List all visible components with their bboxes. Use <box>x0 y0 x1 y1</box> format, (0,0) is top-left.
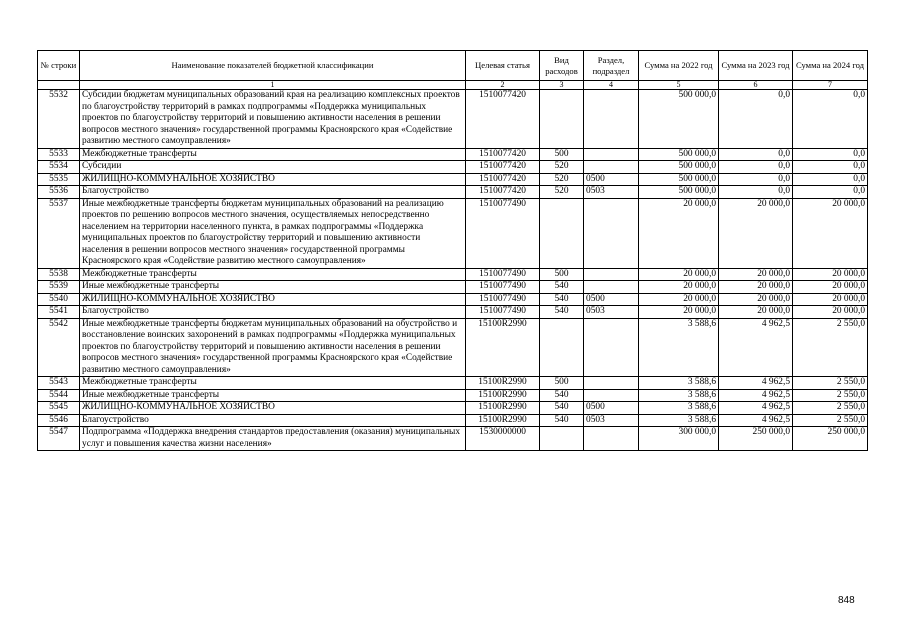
table-row <box>38 90 868 149</box>
row-name: Благоустройство <box>80 186 466 199</box>
expense-kind: 520 <box>540 161 584 174</box>
col-header-target: Целевая статья <box>466 51 540 81</box>
row-name: ЖИЛИЩНО-КОММУНАЛЬНОЕ ХОЗЯЙСТВО <box>80 173 466 186</box>
row-name: Иные межбюджетные трансферты бюджетам муниципальных образований на обустройство и восстановление воинских захоронений в рамках подпрограммы «Поддержка муниципальных проектов по благоустройству территорий и повышению активности населения в решении вопросов местного значения» государственной программы Красноярского края «Содействие развитию местного самоуправления» <box>80 318 466 377</box>
section-code <box>584 148 639 161</box>
row-number: 5545 <box>38 402 80 415</box>
sum-2024: 0,0 <box>793 90 868 149</box>
col-number: 2 <box>466 81 540 90</box>
row-number: 5532 <box>38 90 80 149</box>
sum-2022: 3 588,6 <box>639 389 719 402</box>
table-row <box>38 377 868 390</box>
col-number: 4 <box>584 81 639 90</box>
col-number: 7 <box>793 81 868 90</box>
table-row <box>38 148 868 161</box>
budget-table <box>37 50 868 451</box>
sum-2023: 0,0 <box>719 161 793 174</box>
col-number: 6 <box>719 81 793 90</box>
table-body <box>38 90 868 451</box>
table-row <box>38 173 868 186</box>
expense-kind: 520 <box>540 186 584 199</box>
sum-2022: 3 588,6 <box>639 402 719 415</box>
section-code <box>584 281 639 294</box>
expense-kind: 520 <box>540 173 584 186</box>
target-article: 1510077420 <box>466 148 540 161</box>
sum-2023: 20 000,0 <box>719 293 793 306</box>
col-number: 3 <box>540 81 584 90</box>
row-name: ЖИЛИЩНО-КОММУНАЛЬНОЕ ХОЗЯЙСТВО <box>80 293 466 306</box>
expense-kind: 500 <box>540 268 584 281</box>
sum-2022: 20 000,0 <box>639 268 719 281</box>
sum-2023: 0,0 <box>719 148 793 161</box>
expense-kind <box>540 90 584 149</box>
row-name: Межбюджетные трансферты <box>80 148 466 161</box>
row-name: Иные межбюджетные трансферты бюджетам муниципальных образований на реализацию проектов по решению вопросов местного значения, осуществляемых непосредственно населением на территории населенного пункта, в рамках подпрограммы «Поддержка муниципальных проектов по благоустройству территорий и повышению активности населения в решении вопросов местного значения» государственной программы Красноярского края «Содействие развитию местного самоуправления» <box>80 198 466 268</box>
sum-2024: 20 000,0 <box>793 198 868 268</box>
table-row <box>38 402 868 415</box>
sum-2022: 20 000,0 <box>639 281 719 294</box>
row-number: 5539 <box>38 281 80 294</box>
section-code <box>584 161 639 174</box>
row-number: 5538 <box>38 268 80 281</box>
target-article: 1510077490 <box>466 293 540 306</box>
target-article: 1510077490 <box>466 281 540 294</box>
section-code: 0500 <box>584 173 639 186</box>
sum-2022: 20 000,0 <box>639 293 719 306</box>
section-code <box>584 198 639 268</box>
sum-2024: 2 550,0 <box>793 318 868 377</box>
section-code <box>584 318 639 377</box>
target-article: 15100R2990 <box>466 389 540 402</box>
sum-2023: 4 962,5 <box>719 389 793 402</box>
target-article: 1510077420 <box>466 90 540 149</box>
sum-2024: 20 000,0 <box>793 281 868 294</box>
table-row <box>38 268 868 281</box>
section-code <box>584 427 639 451</box>
row-number: 5533 <box>38 148 80 161</box>
expense-kind: 540 <box>540 389 584 402</box>
expense-kind: 540 <box>540 281 584 294</box>
sum-2023: 250 000,0 <box>719 427 793 451</box>
col-header-sum-2022: Сумма на 2022 год <box>639 51 719 81</box>
row-name: Благоустройство <box>80 306 466 319</box>
expense-kind <box>540 427 584 451</box>
row-name: Межбюджетные трансферты <box>80 268 466 281</box>
sum-2023: 20 000,0 <box>719 268 793 281</box>
col-header-name: Наименование показателей бюджетной классификации <box>80 51 466 81</box>
sum-2023: 20 000,0 <box>719 306 793 319</box>
expense-kind: 540 <box>540 306 584 319</box>
row-name: Подпрограмма «Поддержка внедрения стандартов предоставления (оказания) муниципальных услуг и повышения качества жизни населения» <box>80 427 466 451</box>
sum-2024: 0,0 <box>793 186 868 199</box>
sum-2024: 0,0 <box>793 148 868 161</box>
expense-kind: 540 <box>540 402 584 415</box>
expense-kind: 500 <box>540 377 584 390</box>
row-number: 5541 <box>38 306 80 319</box>
row-number: 5542 <box>38 318 80 377</box>
header-row <box>38 51 868 81</box>
target-article: 15100R2990 <box>466 377 540 390</box>
sum-2023: 4 962,5 <box>719 318 793 377</box>
target-article: 15100R2990 <box>466 414 540 427</box>
row-number: 5536 <box>38 186 80 199</box>
expense-kind: 540 <box>540 414 584 427</box>
header-number-row <box>38 81 868 90</box>
sum-2022: 500 000,0 <box>639 161 719 174</box>
sum-2024: 20 000,0 <box>793 306 868 319</box>
row-number: 5540 <box>38 293 80 306</box>
target-article: 15100R2990 <box>466 318 540 377</box>
row-number: 5547 <box>38 427 80 451</box>
sum-2022: 300 000,0 <box>639 427 719 451</box>
sum-2023: 4 962,5 <box>719 402 793 415</box>
target-article: 1510077420 <box>466 161 540 174</box>
section-code <box>584 377 639 390</box>
sum-2022: 500 000,0 <box>639 148 719 161</box>
target-article: 1510077420 <box>466 173 540 186</box>
sum-2023: 0,0 <box>719 173 793 186</box>
table-row <box>38 281 868 294</box>
table-row <box>38 427 868 451</box>
sum-2022: 3 588,6 <box>639 318 719 377</box>
row-number: 5535 <box>38 173 80 186</box>
sum-2024: 20 000,0 <box>793 293 868 306</box>
sum-2024: 2 550,0 <box>793 402 868 415</box>
row-number: 5543 <box>38 377 80 390</box>
sum-2022: 3 588,6 <box>639 377 719 390</box>
section-code <box>584 268 639 281</box>
col-header-sum-2024: Сумма на 2024 год <box>793 51 868 81</box>
target-article: 15100R2990 <box>466 402 540 415</box>
expense-kind <box>540 198 584 268</box>
row-name: Иные межбюджетные трансферты <box>80 389 466 402</box>
target-article: 1510077490 <box>466 306 540 319</box>
expense-kind <box>540 318 584 377</box>
sum-2023: 20 000,0 <box>719 281 793 294</box>
section-code <box>584 389 639 402</box>
sum-2024: 2 550,0 <box>793 389 868 402</box>
table-row <box>38 318 868 377</box>
target-article: 1510077420 <box>466 186 540 199</box>
sum-2022: 500 000,0 <box>639 90 719 149</box>
row-number: 5544 <box>38 389 80 402</box>
sum-2023: 0,0 <box>719 90 793 149</box>
col-header-kind: Вид расходов <box>540 51 584 81</box>
table-row <box>38 293 868 306</box>
col-header-sum-2023: Сумма на 2023 год <box>719 51 793 81</box>
sum-2024: 250 000,0 <box>793 427 868 451</box>
section-code: 0500 <box>584 293 639 306</box>
table-row <box>38 186 868 199</box>
target-article: 1510077490 <box>466 268 540 281</box>
sum-2022: 500 000,0 <box>639 186 719 199</box>
row-number: 5534 <box>38 161 80 174</box>
col-number: 1 <box>80 81 466 90</box>
table-row <box>38 198 868 268</box>
table-row <box>38 306 868 319</box>
row-number: 5546 <box>38 414 80 427</box>
section-code: 0503 <box>584 186 639 199</box>
section-code: 0503 <box>584 306 639 319</box>
sum-2023: 4 962,5 <box>719 414 793 427</box>
page-number: 848 <box>838 595 855 606</box>
row-name: Иные межбюджетные трансферты <box>80 281 466 294</box>
table-row <box>38 161 868 174</box>
sum-2023: 4 962,5 <box>719 377 793 390</box>
row-name: Благоустройство <box>80 414 466 427</box>
expense-kind: 500 <box>540 148 584 161</box>
table-row <box>38 389 868 402</box>
sum-2023: 20 000,0 <box>719 198 793 268</box>
row-name: Субсидии <box>80 161 466 174</box>
sum-2024: 0,0 <box>793 173 868 186</box>
sum-2024: 2 550,0 <box>793 414 868 427</box>
sum-2023: 0,0 <box>719 186 793 199</box>
row-name: Межбюджетные трансферты <box>80 377 466 390</box>
col-number <box>38 81 80 90</box>
section-code: 0500 <box>584 402 639 415</box>
col-number: 5 <box>639 81 719 90</box>
sum-2022: 500 000,0 <box>639 173 719 186</box>
col-header-section: Раздел, подраздел <box>584 51 639 81</box>
expense-kind: 540 <box>540 293 584 306</box>
col-header-row-number: № строки <box>38 51 80 81</box>
sum-2024: 0,0 <box>793 161 868 174</box>
sum-2022: 20 000,0 <box>639 198 719 268</box>
sum-2022: 3 588,6 <box>639 414 719 427</box>
row-name: ЖИЛИЩНО-КОММУНАЛЬНОЕ ХОЗЯЙСТВО <box>80 402 466 415</box>
sum-2022: 20 000,0 <box>639 306 719 319</box>
target-article: 1510077490 <box>466 198 540 268</box>
target-article: 1530000000 <box>466 427 540 451</box>
section-code <box>584 90 639 149</box>
table-row <box>38 414 868 427</box>
row-name: Субсидии бюджетам муниципальных образований края на реализацию комплексных проектов по благоустройству территорий в рамках подпрограммы «Поддержка муниципальных проектов по благоустройству территорий и повышению активности населения в решении вопросов местного значения» государственной программы Красноярского края «Содействие развитию местного самоуправления» <box>80 90 466 149</box>
sum-2024: 2 550,0 <box>793 377 868 390</box>
section-code: 0503 <box>584 414 639 427</box>
row-number: 5537 <box>38 198 80 268</box>
sum-2024: 20 000,0 <box>793 268 868 281</box>
